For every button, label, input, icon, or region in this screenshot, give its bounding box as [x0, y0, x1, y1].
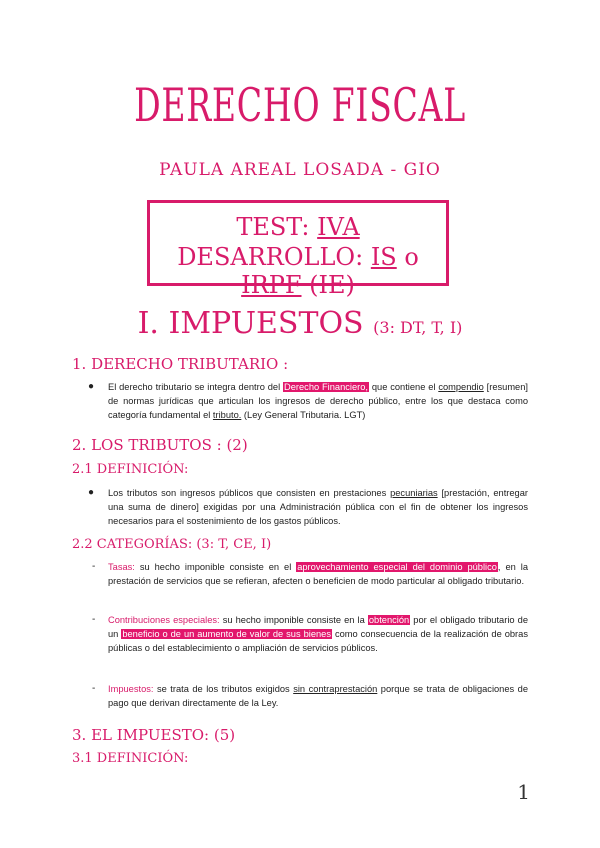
paragraph-definicion-tributos	[108, 486, 528, 528]
underline-compendio: compendio	[438, 382, 484, 392]
dev-or: o	[396, 243, 419, 271]
text: su hecho imponible consiste en el	[134, 562, 297, 572]
dev-tail: (IE)	[301, 271, 355, 299]
section-heading-impuestos	[0, 306, 600, 341]
text: (Ley General Tributaria. LGT)	[241, 410, 366, 420]
paragraph-impuestos	[108, 682, 528, 710]
test-value: IVA	[317, 213, 360, 241]
document-author: PAULA AREAL LOSADA - GIO	[159, 160, 441, 180]
text: como consecuencia de la realización de obras públicas o del establecimiento o ampliación de servicios públicos.	[108, 629, 528, 653]
heading-definicion-impuesto: 3.1 DEFINICIÓN:	[72, 751, 189, 766]
dev-label: DESARROLLO:	[177, 243, 371, 271]
exam-test-line	[150, 213, 446, 241]
text: su hecho imponible consiste en la	[219, 615, 368, 625]
text: porque se trata de obligaciones de pago que derivan directamente de la Ley.	[108, 684, 529, 708]
dev-value-2: IRPF	[241, 271, 302, 299]
heading-categorias: 2.2 CATEGORÍAS: (3: T, CE, I)	[72, 537, 272, 552]
heading-derecho-tributario: 1. DERECHO TRIBUTARIO :	[72, 355, 289, 373]
text: se trata de los tributos exigidos	[153, 684, 294, 694]
dev-value-1: IS	[370, 243, 397, 271]
text: , en la prestación de servicios que se refieran, afecten o beneficien de modo particular al obligado tributario.	[108, 562, 529, 586]
paragraph-tasas	[108, 560, 528, 588]
underline-pecuniarias: pecuniarias	[390, 488, 438, 498]
exam-box	[147, 200, 449, 299]
label-tasas: Tasas:	[108, 562, 135, 572]
heading-definicion-tributos: 2.1 DEFINICIÓN:	[72, 462, 189, 477]
text: Los tributos son ingresos públicos que consisten en prestaciones	[108, 488, 391, 498]
highlight-derecho-financiero: Derecho Financiero,	[284, 382, 368, 392]
underline-sin-contraprestacion: sin contraprestación	[293, 684, 378, 694]
text: que contiene el	[369, 382, 439, 392]
highlight-obtencion: obtención	[368, 615, 410, 625]
section-title: I. IMPUESTOS	[137, 306, 374, 341]
dash-marker: -	[92, 614, 96, 625]
highlight-dominio-publico: aprovechamiento especial del dominio público	[297, 562, 497, 572]
bullet-dot: ●	[88, 381, 95, 392]
exam-dev-line	[150, 243, 446, 299]
highlight-beneficio: beneficio o de un aumento de valor de sus bienes	[122, 629, 331, 639]
section-note: (3: DT, T, I)	[373, 318, 463, 337]
heading-el-impuesto: 3. EL IMPUESTO: (5)	[72, 726, 236, 744]
text: El derecho tributario se integra dentro del	[108, 382, 284, 392]
document-title: DERECHO FISCAL	[134, 78, 466, 132]
text: [resumen] de normas jurídicas que articulan los ingresos de derecho público, entre los que destaca como categoría fundamental el	[108, 382, 528, 420]
label-contribuciones: Contribuciones especiales:	[108, 615, 220, 625]
underline-tributo: tributo.	[212, 410, 242, 420]
dash-marker: -	[92, 561, 96, 572]
dash-marker: -	[92, 683, 96, 694]
heading-los-tributos: 2. LOS TRIBUTOS : (2)	[72, 436, 248, 454]
page-number: 1	[517, 780, 530, 804]
paragraph-contribuciones	[108, 613, 528, 655]
bullet-dot: ●	[88, 487, 95, 498]
test-label: TEST:	[236, 213, 318, 241]
label-impuestos: Impuestos:	[108, 684, 154, 694]
text: por el obligado tributario de un	[108, 615, 528, 639]
paragraph-derecho-tributario	[108, 380, 528, 422]
text: [prestación, entregar una suma de dinero] exigidas por una Administración pública con el fin de obtener los ingresos necesarios para el sostenimiento de los gastos públicos.	[108, 488, 528, 526]
